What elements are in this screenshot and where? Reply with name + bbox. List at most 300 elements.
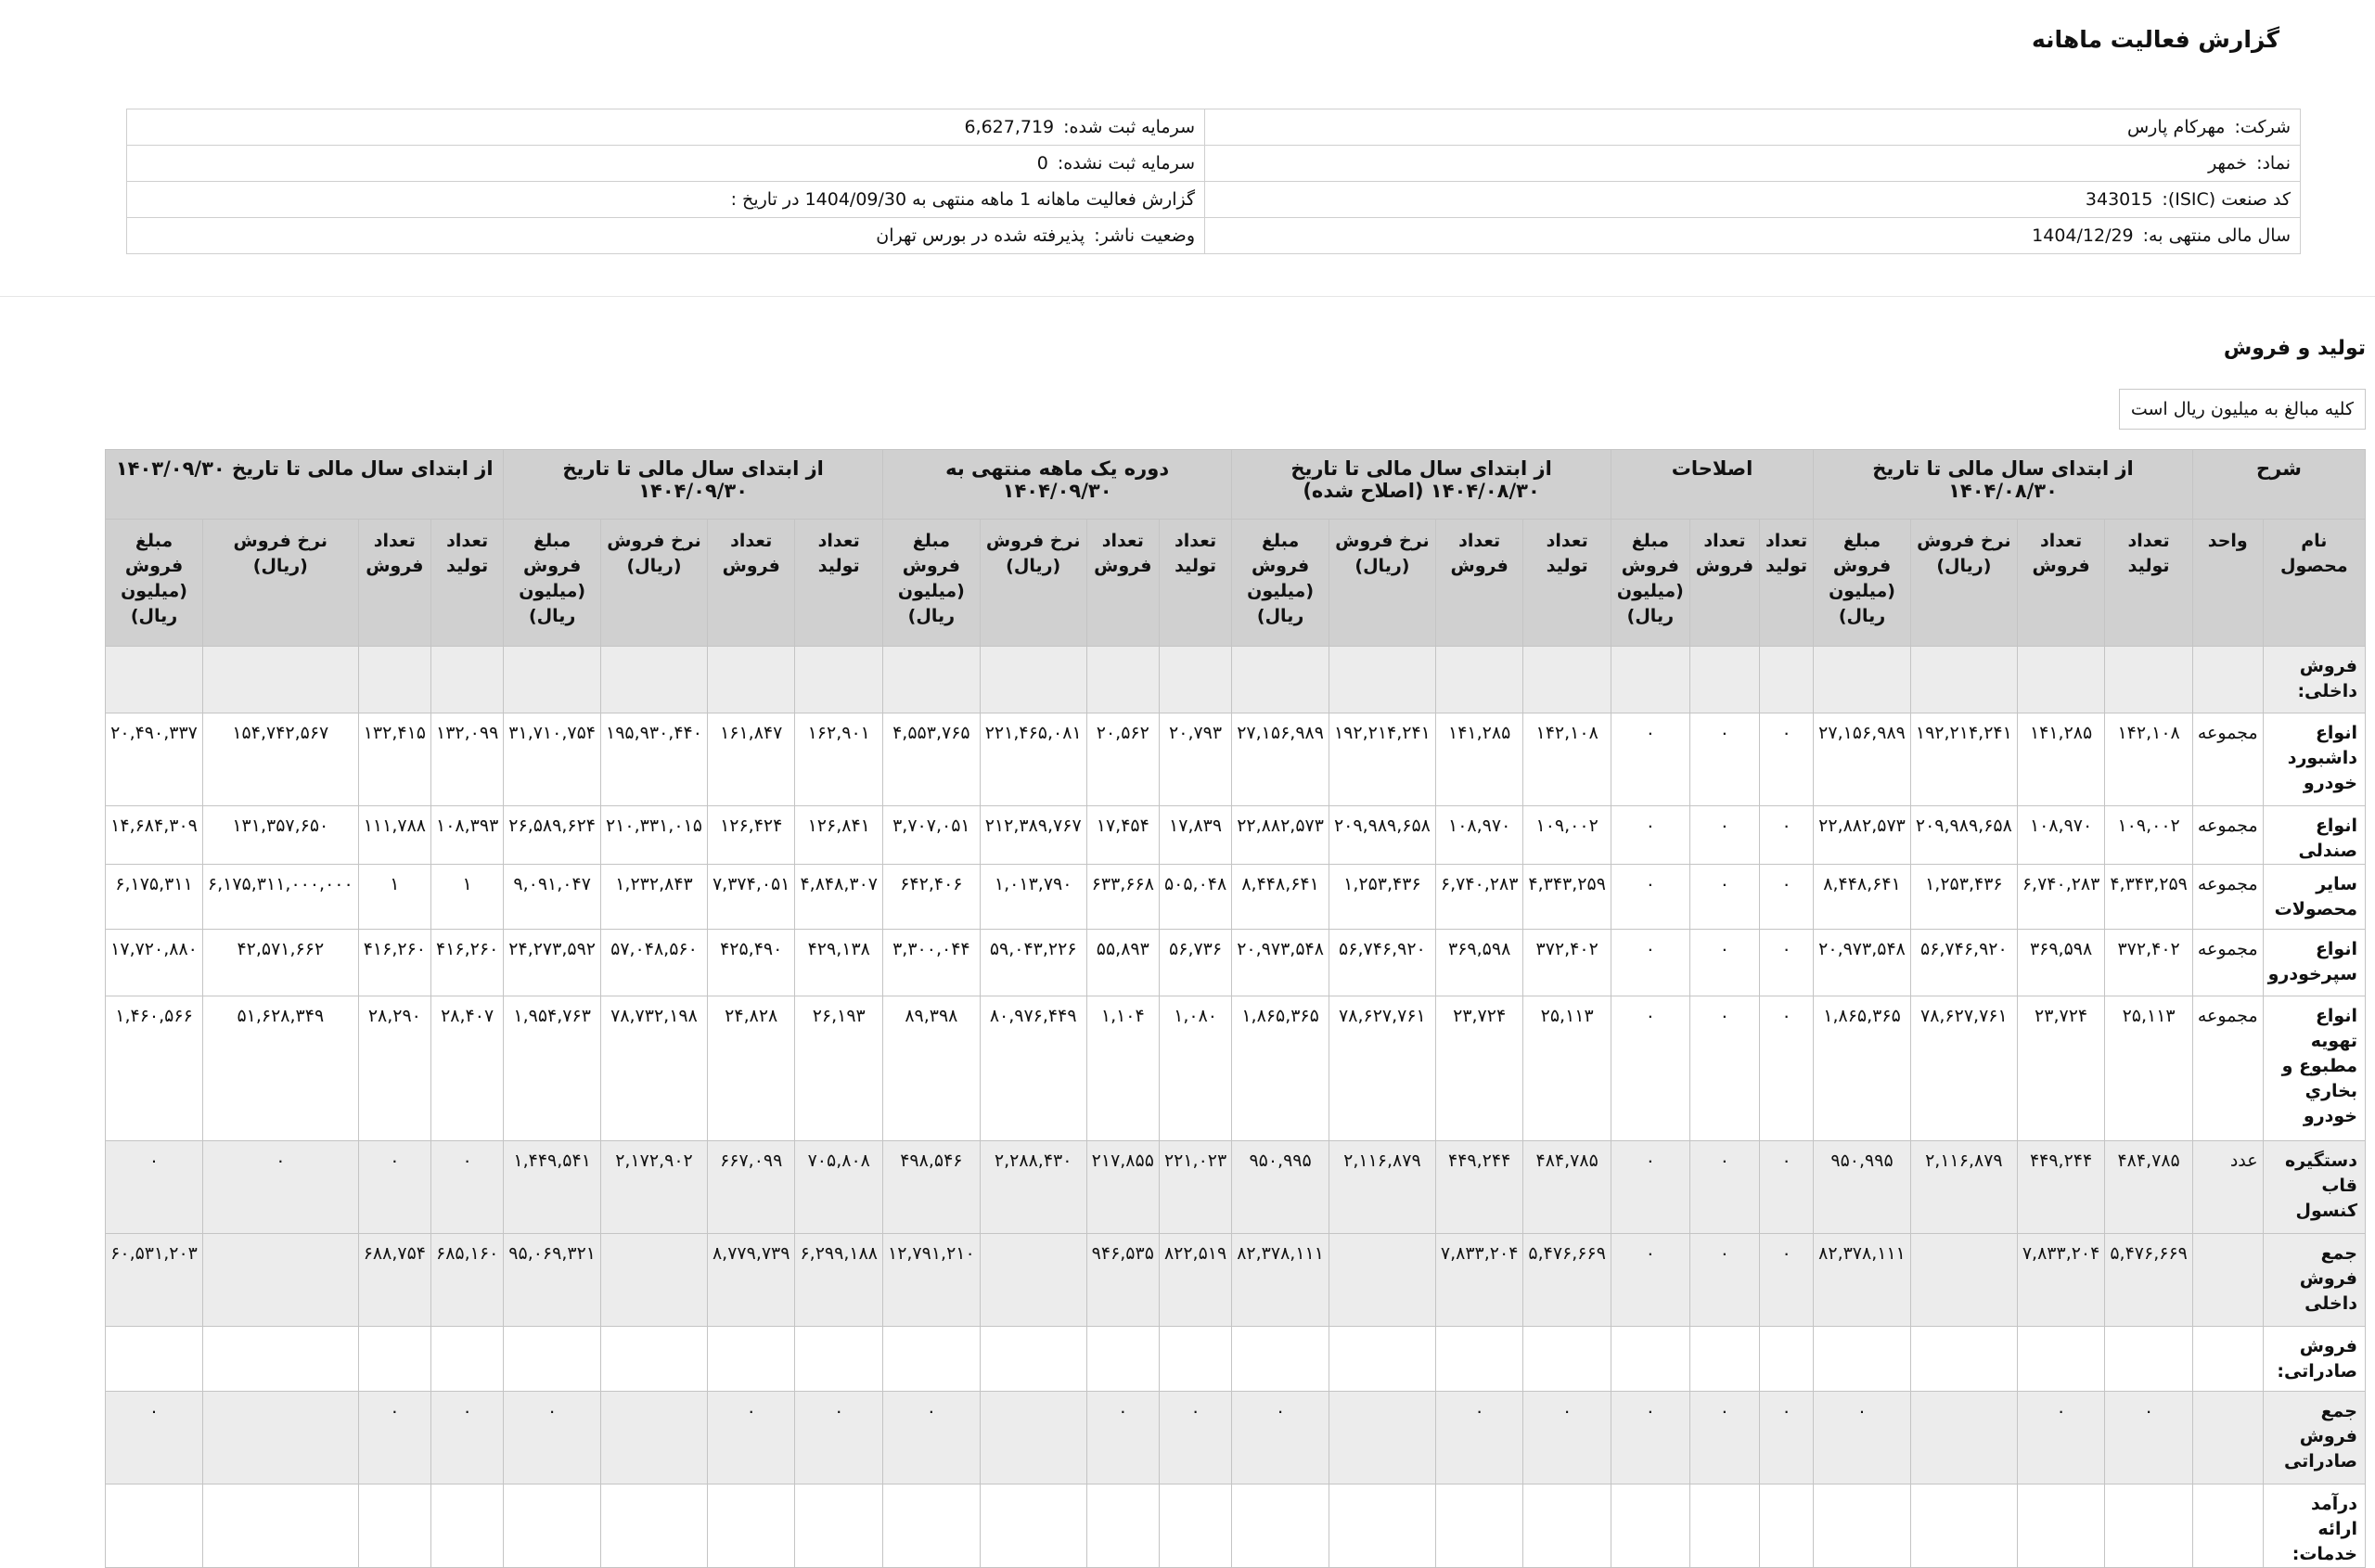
table-cell: ۱۶۲,۹۰۱ [795,713,883,806]
column-header: تعداد تولید [795,520,883,647]
table-cell: ۰ [106,1392,203,1484]
table-cell: ۲۴,۲۷۳,۵۹۲ [504,930,601,996]
table-cell: عدد [2192,1141,2263,1234]
group-header: شرح [2192,450,2365,520]
table-cell [431,1484,504,1568]
table-cell [1086,1327,1159,1392]
section-title: تولید و فروش [2223,337,2366,360]
table-cell: ۱۲,۷۹۱,۲۱۰ [882,1234,980,1327]
table-cell [795,647,883,713]
table-cell [601,1392,708,1484]
table-cell: ۵۶,۷۳۶ [1159,930,1231,996]
table-cell: ۸,۴۴۸,۶۴۱ [1232,865,1329,930]
table-cell: ۷,۸۳۳,۲۰۴ [2017,1234,2105,1327]
table-cell: ۲,۱۱۶,۸۷۹ [1910,1141,2017,1234]
table-cell: ۲۰,۹۷۳,۵۴۸ [1814,930,1911,996]
column-header: نرخ فروش (ریال) [1329,520,1435,647]
table-body [106,647,2366,1568]
company-value: مهرکام پارس [2126,117,2226,137]
table-cell: ۰ [1086,1392,1159,1484]
table-cell [980,1392,1086,1484]
table-cell: ۱,۰۸۰ [1159,996,1231,1141]
symbol-value: خمهر [2208,153,2248,174]
table-cell: ۲۵,۱۱۳ [1523,996,1611,1141]
table-cell [1910,647,2017,713]
table-cell: ۲۴,۸۲۸ [707,996,795,1141]
table-cell: ۷۸,۶۲۷,۷۶۱ [1329,996,1435,1141]
table-cell: ۰ [504,1392,601,1484]
row-label: جمع فروش داخلی [2263,1234,2365,1327]
table-cell: ۴۱۶,۲۶۰ [431,930,504,996]
row-label: انواع سپرخودرو [2263,930,2365,996]
table-cell: ۸,۷۷۹,۷۳۹ [707,1234,795,1327]
table-cell: ۲۰۹,۹۸۹,۶۵۸ [1910,806,2017,865]
table-cell: ۰ [106,1141,203,1234]
column-header: واحد [2192,520,2263,647]
table-cell: ۶۴۲,۴۰۶ [882,865,980,930]
table-cell [1910,1234,2017,1327]
amount-unit-note: کلیه مبالغ به میلیون ریال است [2119,389,2366,430]
table-row [106,1141,2366,1234]
table-cell [707,1327,795,1392]
table-cell [106,1327,203,1392]
table-cell: ۷,۸۳۳,۲۰۴ [1435,1234,1523,1327]
table-row [106,647,2366,713]
publisher-status-cell [127,218,1205,254]
table-cell: ۲۰,۵۶۲ [1086,713,1159,806]
table-cell: مجموعه [2192,806,2263,865]
table-cell [601,1327,708,1392]
table-row [106,1484,2366,1568]
info-row [127,182,2301,218]
column-header: تعداد تولید [1523,520,1611,647]
table-cell [795,1484,883,1568]
table-cell [2192,1484,2263,1568]
table-cell [1232,647,1329,713]
table-cell: ۲۶,۵۸۹,۶۲۴ [504,806,601,865]
column-header: مبلغ فروش (میلیون ریال) [106,520,203,647]
group-header-row [106,450,2366,520]
table-cell: ۱۰۸,۹۷۰ [2017,806,2105,865]
table-cell: ۰ [1611,1141,1689,1234]
table-cell: ۴۲۹,۱۳۸ [795,930,883,996]
group-header: دوره یک ماهه منتهی به ۱۴۰۴/۰۹/۳۰ [882,450,1231,520]
table-cell: ۸,۴۴۸,۶۴۱ [1814,865,1911,930]
table-cell: ۱۳۱,۳۵۷,۶۵۰ [202,806,358,865]
table-cell: ۱۴۱,۲۸۵ [1435,713,1523,806]
table-cell: ۴,۳۴۳,۲۵۹ [1523,865,1611,930]
column-header: نرخ فروش (ریال) [980,520,1086,647]
table-cell: ۲۰,۹۷۳,۵۴۸ [1232,930,1329,996]
table-cell: ۵,۴۷۶,۶۶۹ [2105,1234,2193,1327]
table-cell: ۰ [1611,1392,1689,1484]
table-cell: ۲۷,۱۵۶,۹۸۹ [1814,713,1911,806]
table-cell: ۰ [1760,1392,1814,1484]
table-cell: ۶۳۳,۶۶۸ [1086,865,1159,930]
table-cell: ۱۴,۶۸۴,۳۰۹ [106,806,203,865]
table-cell: ۰ [1611,713,1689,806]
table-cell: ۰ [1689,1392,1759,1484]
table-cell: ۸۲,۳۷۸,۱۱۱ [1232,1234,1329,1327]
registered-capital-cell [127,109,1205,146]
table-cell [1611,1484,1689,1568]
table-cell: ۱۴۲,۱۰۸ [2105,713,2193,806]
isic-label: کد صنعت (ISIC): [2162,189,2291,210]
table-cell: ۱۰۸,۳۹۳ [431,806,504,865]
table-cell [2017,1484,2105,1568]
table-cell: ۱۷,۷۲۰,۸۸۰ [106,930,203,996]
table-cell: ۴,۳۴۳,۲۵۹ [2105,865,2193,930]
table-cell: ۰ [1689,1141,1759,1234]
table-cell: ۱,۸۶۵,۳۶۵ [1232,996,1329,1141]
table-cell: ۰ [1159,1392,1231,1484]
table-cell [202,1484,358,1568]
group-header: از ابتدای سال مالی تا تاریخ ۱۴۰۳/۰۹/۳۰ [106,450,504,520]
table-cell: ۶۸۸,۷۵۴ [358,1234,430,1327]
table-cell: ۰ [1611,806,1689,865]
table-cell: ۰ [1760,1234,1814,1327]
table-cell: ۷۸,۷۳۲,۱۹۸ [601,996,708,1141]
group-header: اصلاحات [1611,450,1813,520]
company-info-table [126,109,2301,254]
table-cell: ۹,۰۹۱,۰۴۷ [504,865,601,930]
fiscal-year-label: سال مالی منتهی به: [2142,225,2291,246]
table-cell [358,1484,430,1568]
table-cell [1760,1484,1814,1568]
table-cell: ۳۶۹,۵۹۸ [1435,930,1523,996]
unregistered-capital-value: 0 [1036,153,1048,174]
table-cell: ۱۳۲,۴۱۵ [358,713,430,806]
row-label: انواع صندلی [2263,806,2365,865]
table-cell: ۰ [2017,1392,2105,1484]
table-cell: مجموعه [2192,996,2263,1141]
isic-cell [1205,182,2301,218]
table-cell: ۴۸۴,۷۸۵ [2105,1141,2193,1234]
publisher-status-value: پذیرفته شده در بورس تهران [876,225,1085,246]
table-cell: ۰ [2105,1392,2193,1484]
table-cell: ۷۰۵,۸۰۸ [795,1141,883,1234]
info-row [127,109,2301,146]
table-cell: ۰ [1689,996,1759,1141]
column-header: تعداد فروش [358,520,430,647]
table-cell: ۵۰۵,۰۴۸ [1159,865,1231,930]
table-cell: ۶,۲۹۹,۱۸۸ [795,1234,883,1327]
fiscal-year-cell [1205,218,2301,254]
table-cell: ۱۵۴,۷۴۲,۵۶۷ [202,713,358,806]
table-cell: ۳۱,۷۱۰,۷۵۴ [504,713,601,806]
table-cell [1689,1484,1759,1568]
table-cell [1159,1484,1231,1568]
table-cell: ۴۲۵,۴۹۰ [707,930,795,996]
company-cell [1205,109,2301,146]
table-cell: ۲۸,۴۰۷ [431,996,504,1141]
table-cell [1329,647,1435,713]
table-row [106,930,2366,996]
table-cell [882,1484,980,1568]
group-header: از ابتدای سال مالی تا تاریخ ۱۴۰۴/۰۸/۳۰ [1814,450,2193,520]
table-cell: ۲,۲۸۸,۴۳۰ [980,1141,1086,1234]
table-cell [202,647,358,713]
table-cell [504,1327,601,1392]
table-cell [2017,647,2105,713]
production-sales-table [105,449,2366,1568]
column-header: تعداد فروش [2017,520,2105,647]
column-header: مبلغ فروش (میلیون ریال) [504,520,601,647]
table-cell [1814,1484,1911,1568]
table-cell: ۵۱,۶۲۸,۳۴۹ [202,996,358,1141]
table-cell: ۸۲۲,۵۱۹ [1159,1234,1231,1327]
table-cell: ۲,۱۷۲,۹۰۲ [601,1141,708,1234]
table-cell [2192,1327,2263,1392]
column-header: تعداد فروش [707,520,795,647]
table-cell: ۰ [202,1141,358,1234]
table-cell: ۸۰,۹۷۶,۴۴۹ [980,996,1086,1141]
table-cell: ۵۵,۸۹۳ [1086,930,1159,996]
column-header: نرخ فروش (ریال) [601,520,708,647]
table-cell: ۳۷۲,۴۰۲ [1523,930,1611,996]
info-row [127,218,2301,254]
report-desc: گزارش فعالیت ماهانه 1 ماهه منتهی به 1404/09/30 در تاریخ : [730,189,1195,210]
table-cell [795,1327,883,1392]
table-cell: ۱۳۲,۰۹۹ [431,713,504,806]
table-cell [1329,1484,1435,1568]
table-cell: ۰ [1232,1392,1329,1484]
row-label: دستگیره قاب کنسول [2263,1141,2365,1234]
table-cell [980,1327,1086,1392]
row-label: جمع فروش صادراتی [2263,1392,2365,1484]
table-cell: ۲۲,۸۸۲,۵۷۳ [1232,806,1329,865]
table-cell [1435,1484,1523,1568]
table-row [106,806,2366,865]
table-cell: ۰ [1689,806,1759,865]
table-cell: ۵۶,۷۴۶,۹۲۰ [1910,930,2017,996]
table-cell [358,1327,430,1392]
registered-capital-value: 6,627,719 [964,117,1055,137]
table-cell [1523,1327,1611,1392]
table-cell: ۰ [1689,713,1759,806]
table-row [106,1327,2366,1392]
report-desc-cell [127,182,1205,218]
table-cell: ۲۱۲,۳۸۹,۷۶۷ [980,806,1086,865]
table-cell: ۱۷,۴۵۴ [1086,806,1159,865]
column-header: مبلغ فروش (میلیون ریال) [882,520,980,647]
column-header: مبلغ فروش (میلیون ریال) [1232,520,1329,647]
table-cell: ۱,۲۳۲,۸۴۳ [601,865,708,930]
table-cell [106,647,203,713]
table-cell [504,1484,601,1568]
table-cell: ۰ [1611,1234,1689,1327]
group-header: از ابتدای سال مالی تا تاریخ ۱۴۰۴/۰۸/۳۰ (اصلاح شده) [1232,450,1611,520]
table-cell [1232,1327,1329,1392]
table-cell [1086,647,1159,713]
table-cell: ۲۱۷,۸۵۵ [1086,1141,1159,1234]
page-title: گزارش فعالیت ماهانه [2031,26,2279,53]
table-cell [2105,1327,2193,1392]
table-cell: ۰ [1760,930,1814,996]
table-cell [1814,647,1911,713]
column-header: نرخ فروش (ریال) [202,520,358,647]
table-cell: ۱,۸۶۵,۳۶۵ [1814,996,1911,1141]
table-cell [202,1327,358,1392]
table-cell: ۶,۷۴۰,۲۸۳ [1435,865,1523,930]
table-cell: ۲۳,۷۲۴ [2017,996,2105,1141]
row-label: انواع داشبورد خودرو [2263,713,2365,806]
table-cell [504,647,601,713]
table-cell [2017,1327,2105,1392]
table-cell: ۱,۰۱۳,۷۹۰ [980,865,1086,930]
table-cell: ۶,۱۷۵,۳۱۱ [106,865,203,930]
table-cell: ۰ [1760,996,1814,1141]
table-cell: ۰ [1760,865,1814,930]
row-label: سایر محصولات [2263,865,2365,930]
row-label: انواع تهویه مطبوع و بخاري خودرو [2263,996,2365,1141]
table-cell [106,1484,203,1568]
table-cell: ۰ [431,1141,504,1234]
table-cell [707,647,795,713]
table-cell: ۲۰۹,۹۸۹,۶۵۸ [1329,806,1435,865]
table-cell: ۱۷,۸۳۹ [1159,806,1231,865]
table-cell [601,1484,708,1568]
column-header: مبلغ فروش (میلیون ریال) [1611,520,1689,647]
table-cell: ۱ [431,865,504,930]
table-cell: ۹۵۰,۹۹۵ [1232,1141,1329,1234]
column-header: تعداد تولید [1159,520,1231,647]
production-sales-table-container[interactable] [0,449,2366,1564]
table-cell: ۱۰۹,۰۰۲ [1523,806,1611,865]
table-cell: ۴۴۹,۲۴۴ [1435,1141,1523,1234]
table-cell: ۸۲,۳۷۸,۱۱۱ [1814,1234,1911,1327]
section-divider [0,296,2375,297]
table-cell [1523,1484,1611,1568]
table-cell: ۰ [358,1392,430,1484]
table-cell: ۱,۹۵۴,۷۶۳ [504,996,601,1141]
table-cell: ۱۱۱,۷۸۸ [358,806,430,865]
table-cell: ۳۶۹,۵۹۸ [2017,930,2105,996]
table-cell: ۶۰,۵۳۱,۲۰۳ [106,1234,203,1327]
table-cell [1329,1392,1435,1484]
table-cell: ۰ [1435,1392,1523,1484]
table-cell [1611,1327,1689,1392]
table-cell [1760,1327,1814,1392]
table-cell: ۲,۱۱۶,۸۷۹ [1329,1141,1435,1234]
table-cell: ۰ [1689,865,1759,930]
table-cell: ۱,۱۰۴ [1086,996,1159,1141]
table-cell: مجموعه [2192,930,2263,996]
table-cell: ۸۹,۳۹۸ [882,996,980,1141]
table-cell: ۰ [1760,806,1814,865]
info-row [127,146,2301,182]
table-cell: ۴۲,۵۷۱,۶۶۲ [202,930,358,996]
table-cell: ۲۱۰,۳۳۱,۰۱۵ [601,806,708,865]
table-cell: ۰ [1611,930,1689,996]
table-cell [1760,647,1814,713]
table-cell: مجموعه [2192,713,2263,806]
table-cell [980,647,1086,713]
table-cell: ۱۹۲,۲۱۴,۲۴۱ [1329,713,1435,806]
table-cell: ۰ [795,1392,883,1484]
table-cell: ۱۶۱,۸۴۷ [707,713,795,806]
table-cell: ۴۸۴,۷۸۵ [1523,1141,1611,1234]
table-cell [1910,1484,2017,1568]
table-cell [2105,647,2193,713]
table-row [106,865,2366,930]
table-cell [1689,1327,1759,1392]
table-cell: ۱۴۲,۱۰۸ [1523,713,1611,806]
table-cell: ۰ [1689,1234,1759,1327]
table-cell [882,647,980,713]
table-cell: ۲۳,۷۲۴ [1435,996,1523,1141]
unregistered-capital-cell [127,146,1205,182]
table-cell: مجموعه [2192,865,2263,930]
table-cell: ۰ [431,1392,504,1484]
table-cell: ۴۱۶,۲۶۰ [358,930,430,996]
table-cell [1329,1327,1435,1392]
table-cell: ۲۲,۸۸۲,۵۷۳ [1814,806,1911,865]
table-cell: ۳,۳۰۰,۰۴۴ [882,930,980,996]
table-cell: ۹۵,۰۶۹,۳۲۱ [504,1234,601,1327]
table-cell [1232,1484,1329,1568]
table-cell [2192,1234,2263,1327]
table-cell: ۲۸,۲۹۰ [358,996,430,1141]
table-cell: ۲۲۱,۴۶۵,۰۸۱ [980,713,1086,806]
column-header: تعداد تولید [2105,520,2193,647]
table-cell: ۲۲۱,۰۲۳ [1159,1141,1231,1234]
group-header: از ابتدای سال مالی تا تاریخ ۱۴۰۴/۰۹/۳۰ [504,450,883,520]
table-cell [980,1484,1086,1568]
column-header: تعداد تولید [431,520,504,647]
table-row [106,1234,2366,1327]
table-cell [601,647,708,713]
column-header: تعداد فروش [1689,520,1759,647]
table-row [106,996,2366,1141]
table-cell: ۵۶,۷۴۶,۹۲۰ [1329,930,1435,996]
table-cell: ۷,۳۷۴,۰۵۱ [707,865,795,930]
table-cell: ۰ [1611,996,1689,1141]
table-cell: ۹۵۰,۹۹۵ [1814,1141,1911,1234]
table-cell: ۱۲۶,۴۲۴ [707,806,795,865]
symbol-cell [1205,146,2301,182]
table-cell: ۰ [1814,1392,1911,1484]
table-cell: ۱۰۸,۹۷۰ [1435,806,1523,865]
table-cell [1086,1484,1159,1568]
table-cell [358,647,430,713]
column-header: تعداد فروش [1086,520,1159,647]
row-label: فروش صادراتی: [2263,1327,2365,1392]
table-cell [1814,1327,1911,1392]
table-cell: ۱۴۱,۲۸۵ [2017,713,2105,806]
table-cell: ۲۶,۱۹۳ [795,996,883,1141]
table-cell: ۷۸,۶۲۷,۷۶۱ [1910,996,2017,1141]
table-cell [431,647,504,713]
table-cell: ۱۹۵,۹۳۰,۴۴۰ [601,713,708,806]
table-cell: ۵۹,۰۴۳,۲۲۶ [980,930,1086,996]
symbol-label: نماد: [2256,153,2291,174]
table-cell: ۱ [358,865,430,930]
row-label: فروش داخلی: [2263,647,2365,713]
table-cell [1435,647,1523,713]
unregistered-capital-label: سرمایه ثبت نشده: [1057,153,1195,174]
column-header: تعداد تولید [1760,520,1814,647]
table-cell: ۲۰,۴۹۰,۳۳۷ [106,713,203,806]
table-cell [2192,1392,2263,1484]
table-cell: ۳۷۲,۴۰۲ [2105,930,2193,996]
table-cell: ۱,۲۵۳,۴۳۶ [1329,865,1435,930]
table-cell [1910,1392,2017,1484]
table-cell: ۱,۴۶۰,۵۶۶ [106,996,203,1141]
fiscal-year-value: 1404/12/29 [2032,225,2134,246]
isic-value: 343015 [2085,189,2153,210]
table-cell [882,1327,980,1392]
